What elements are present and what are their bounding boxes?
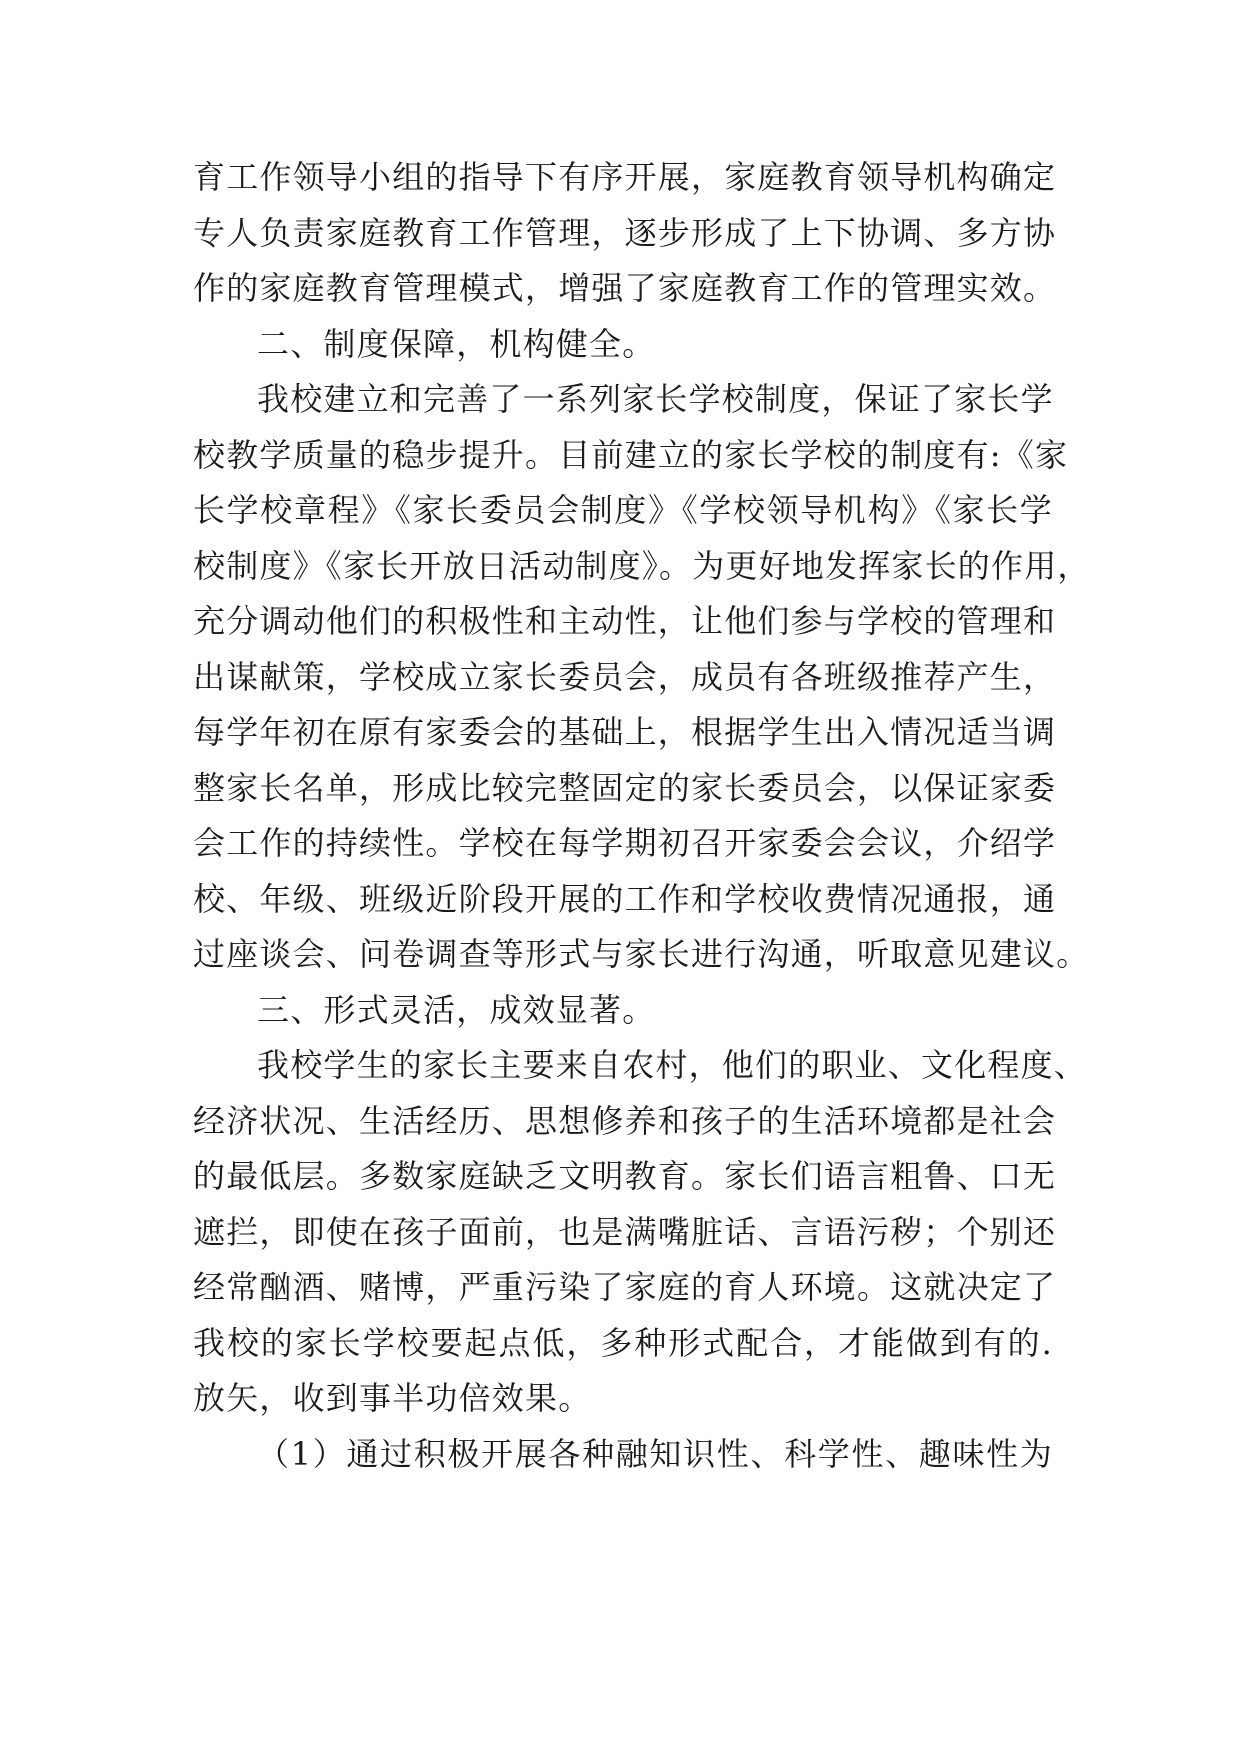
text-line: 作的家庭教育管理模式，增强了家庭教育工作的管理实效。	[193, 269, 1057, 307]
text-line: 校制度》《家长开放日活动制度》。为更好地发挥家长的作用，	[193, 546, 1091, 585]
text-line: 过座谈会、问卷调查等形式与家长进行沟通，听取意见建议。	[193, 935, 1090, 973]
section-heading: 三、形式灵活，成效显著。	[257, 990, 656, 1029]
text-line: 我校学生的家长主要来自农村，他们的职业、文化程度、	[257, 1046, 1088, 1084]
text-line: 会工作的持续性。学校在每学期初召开家委会会议，介绍学	[193, 824, 1057, 862]
text-line: 放矢，收到事半功倍效果。	[193, 1379, 592, 1417]
text-line: 专人负责家庭教育工作管理，逐步形成了上下协调、多方协	[193, 213, 1057, 252]
text-line: 每学年初在原有家委会的基础上，根据学生出入情况适当调	[193, 713, 1057, 751]
text-line: 我校的家长学校要起点低，多种形式配合，才能做到有的.	[193, 1323, 1053, 1362]
text-line: 整家长名单，形成比较完整固定的家长委员会，以保证家委	[193, 768, 1057, 807]
text-line: 充分调动他们的积极性和主动性，让他们参与学校的管理和	[193, 602, 1057, 640]
text-line: 长学校章程》《家长委员会制度》《学校领导机构》《家长学	[193, 491, 1053, 529]
text-line: 校教学质量的稳步提升。目前建立的家长学校的制度有:《家	[193, 435, 1069, 474]
text-line: （1）通过积极开展各种融知识性、科学性、趣味性为	[257, 1434, 1053, 1473]
text-line: 经常酗酒、赌博，严重污染了家庭的育人环境。这就决定了	[193, 1268, 1057, 1306]
text-line: 出谋献策，学校成立家长委员会，成员有各班级推荐产生，	[193, 657, 1057, 696]
text-line: 经济状况、生活经历、思想修养和孩子的生活环境都是社会	[193, 1101, 1057, 1140]
document-body	[193, 150, 1091, 1482]
text-line: 校、年级、班级近阶段开展的工作和学校收费情况通报，通	[193, 879, 1057, 918]
text-line: 的最低层。多数家庭缺乏文明教育。家长们语言粗鲁、口无	[193, 1157, 1057, 1195]
section-heading: 二、制度保障，机构健全。	[257, 324, 656, 363]
text-line: 遮拦，即使在孩子面前，也是满嘴脏话、言语污秽；个别还	[193, 1212, 1057, 1251]
text-line: 育工作领导小组的指导下有序开展，家庭教育领导机构确定	[193, 158, 1057, 196]
text-line: 我校建立和完善了一系列家长学校制度，保证了家长学	[257, 380, 1054, 418]
